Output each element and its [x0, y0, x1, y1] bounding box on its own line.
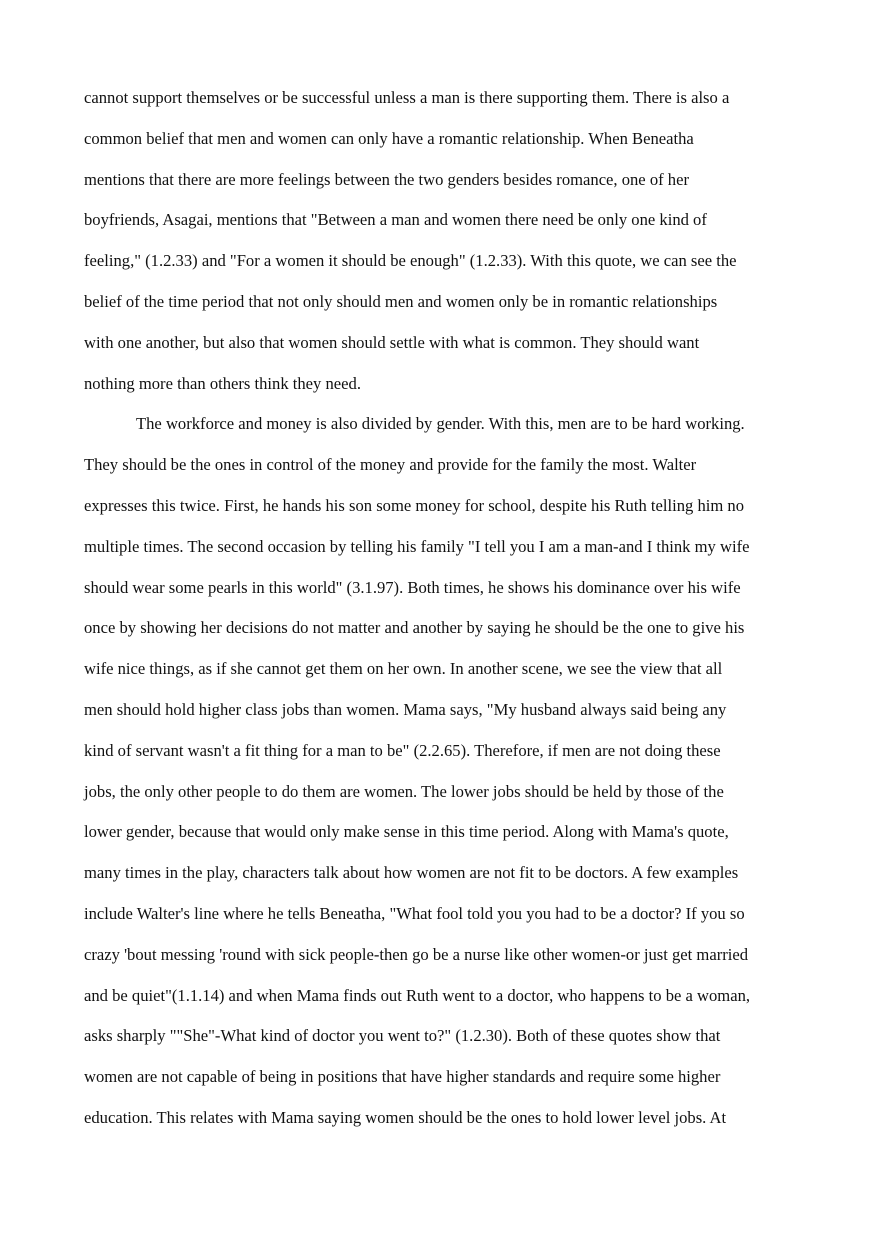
text-line: expresses this twice. First, he hands his son some money for school, despite his Ruth telling him no — [84, 495, 744, 515]
text-line: crazy 'bout messing 'round with sick people-then go be a nurse like other women-or just get married — [84, 944, 749, 964]
text-line: women are not capable of being in positions that have higher standards and require some higher — [84, 1067, 721, 1087]
text-line: They should be the ones in control of the money and provide for the family the most. Walter — [84, 455, 697, 475]
text-line: men should hold higher class jobs than women. Mama says, "My husband always said being any — [84, 699, 727, 719]
text-line: many times in the play, characters talk about how women are not fit to be doctors. A few examples — [84, 863, 739, 883]
text-line: and be quiet"(1.1.14) and when Mama finds out Ruth went to a doctor, who happens to be a woman, — [84, 985, 751, 1005]
text-line: once by showing her decisions do not matter and another by saying he should be the one to give his — [84, 618, 745, 638]
text-line: with one another, but also that women should settle with what is common. They should want — [84, 332, 700, 352]
text-line: nothing more than others think they need. — [84, 373, 361, 393]
text-line: lower gender, because that would only make sense in this time period. Along with Mama's quote, — [84, 822, 729, 842]
text-line: should wear some pearls in this world" (3.1.97). Both times, he shows his dominance over his wife — [84, 577, 741, 597]
text-line: cannot support themselves or be successful unless a man is there supporting them. There is also a — [84, 88, 730, 107]
text-line: kind of servant wasn't a fit thing for a man to be" (2.2.65). Therefore, if men are not doing these — [84, 740, 721, 760]
text-line: mentions that there are more feelings between the two genders besides romance, one of her — [84, 169, 689, 189]
text-line: feeling," (1.2.33) and "For a women it should be enough" (1.2.33). With this quote, we can see the — [84, 251, 737, 271]
text-line: asks sharply ""She"-What kind of doctor you went to?" (1.2.30). Both of these quotes show that — [84, 1026, 721, 1046]
text-line: boyfriends, Asagai, mentions that "Between a man and women there need be only one kind of — [84, 210, 707, 230]
text-line: include Walter's line where he tells Beneatha, "What fool told you you had to be a doctor? If you so — [84, 903, 745, 923]
paragraph-first-line: The workforce and money is also divided by gender. With this, men are to be hard working. — [136, 414, 745, 434]
essay-body — [84, 83, 800, 1144]
text-line: jobs, the only other people to do them are women. The lower jobs should be held by those of the — [84, 781, 724, 801]
text-line: common belief that men and women can only have a romantic relationship. When Beneatha — [84, 128, 694, 148]
text-line: belief of the time period that not only should men and women only be in romantic relationships — [84, 291, 718, 311]
text-line: education. This relates with Mama saying women should be the ones to hold lower level jobs. At — [84, 1107, 727, 1127]
text-line: wife nice things, as if she cannot get them on her own. In another scene, we see the view that all — [84, 659, 723, 679]
text-line: multiple times. The second occasion by telling his family "I tell you I am a man-and I think my wife — [84, 536, 750, 556]
